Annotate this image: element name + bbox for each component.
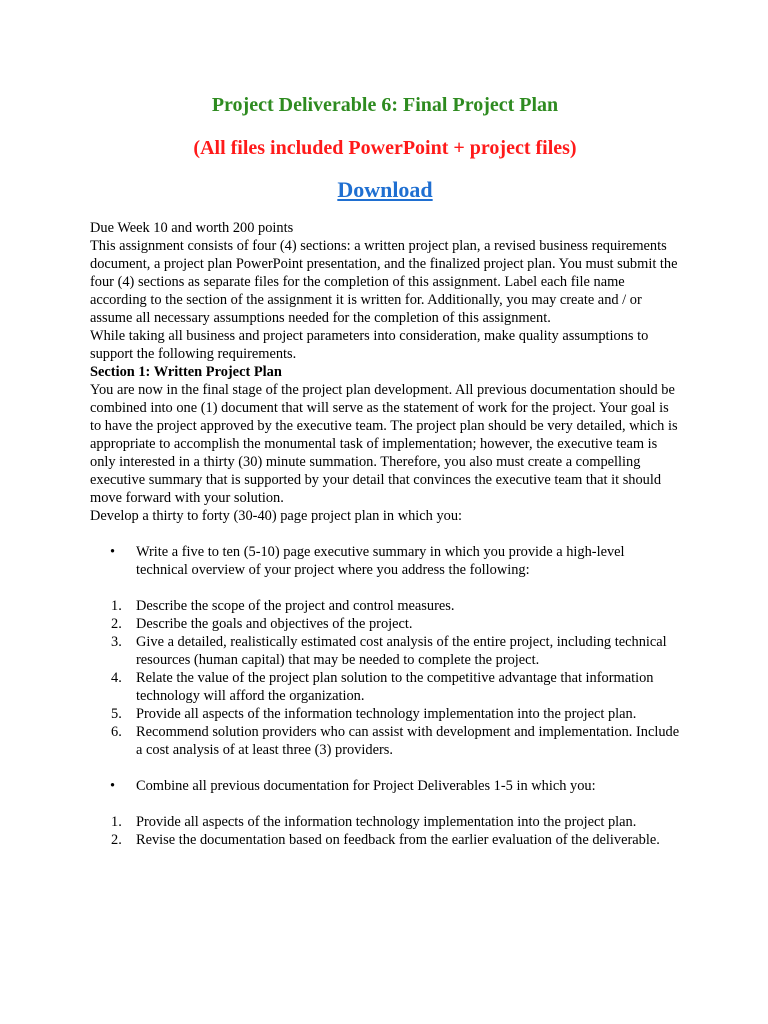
list-item xyxy=(90,831,680,849)
download-link[interactable]: Download xyxy=(337,177,433,202)
list-item xyxy=(90,813,680,831)
section-1-paragraph: You are now in the final stage of the project plan development. All previous documentation should be combined into one (1) document that will serve as the statement of work for the project. Your goal is to have the project approved by the executive team. The project plan should be very detailed, which is appropriate to accomplish the monumental task of implementation; however, the executive team is only interested in a thirty (30) minute summation. Therefore, you also must create a compelling executive summary that is supported by your detail that convinces the executive team that it should move forward with your solution. xyxy=(90,382,678,506)
list-item xyxy=(90,705,680,723)
list-text: Describe the scope of the project and control measures. xyxy=(136,598,455,614)
executive-summary-list xyxy=(90,597,680,759)
due-line: Due Week 10 and worth 200 points xyxy=(90,220,294,236)
bullet-item-combine-documentation xyxy=(90,777,680,795)
list-number: 1. xyxy=(111,598,122,614)
list-number: 5. xyxy=(111,706,122,722)
intro-paragraph: This assignment consists of four (4) sections: a written project plan, a revised business requirements document, a project plan PowerPoint presentation, and the finalized project plan. You must submit the four (4) sections as separate files for the completion of this assignment. Label each file name according to the section of the assignment it is written for. Additionally, you may create and / or assume all necessary assumptions needed for the completion of this assignment. xyxy=(90,238,678,326)
bullet-text: Combine all previous documentation for Project Deliverables 1-5 in which you: xyxy=(136,778,596,794)
list-text: Describe the goals and objectives of the project. xyxy=(136,616,413,632)
list-item xyxy=(90,723,680,759)
list-item xyxy=(90,669,680,705)
document-subtitle: (All files included PowerPoint + project files) xyxy=(193,137,577,159)
section-1-instruction: Develop a thirty to forty (30-40) page project plan in which you: xyxy=(90,508,463,524)
list-text: Provide all aspects of the information technology implementation into the project plan. xyxy=(136,814,637,830)
bullet-item-executive-summary xyxy=(90,543,680,579)
bullet-icon: • xyxy=(110,778,116,794)
list-number: 1. xyxy=(111,814,122,830)
list-text: Revise the documentation based on feedback from the earlier evaluation of the deliverable. xyxy=(136,832,660,848)
section-1-heading: Section 1: Written Project Plan xyxy=(90,364,282,380)
bullet-text: Write a five to ten (5-10) page executive summary in which you provide a high-level technical overview of your project where you address the following: xyxy=(136,544,625,578)
list-text: Recommend solution providers who can assist with development and implementation. Include a cost analysis of at least three (3) providers. xyxy=(136,724,680,758)
list-item xyxy=(90,615,680,633)
list-item xyxy=(90,597,680,615)
list-text: Provide all aspects of the information technology implementation into the project plan. xyxy=(136,706,637,722)
list-number: 2. xyxy=(111,832,122,848)
list-item xyxy=(90,633,680,669)
bullet-icon: • xyxy=(110,544,116,560)
list-number: 2. xyxy=(111,616,122,632)
list-text: Relate the value of the project plan solution to the competitive advantage that information technology will afford the organization. xyxy=(136,670,654,704)
document-title: Project Deliverable 6: Final Project Plan xyxy=(211,94,559,116)
list-number: 3. xyxy=(111,634,122,650)
download-container xyxy=(90,177,680,203)
list-text: Give a detailed, realistically estimated cost analysis of the entire project, including technical resources (human capital) that may be needed to complete the project. xyxy=(136,634,667,668)
combine-documentation-list xyxy=(90,813,680,849)
list-number: 4. xyxy=(111,670,122,686)
list-number: 6. xyxy=(111,724,122,740)
requirements-paragraph: While taking all business and project parameters into consideration, make quality assumptions to support the following requirements. xyxy=(90,328,649,362)
document-body xyxy=(90,219,680,849)
